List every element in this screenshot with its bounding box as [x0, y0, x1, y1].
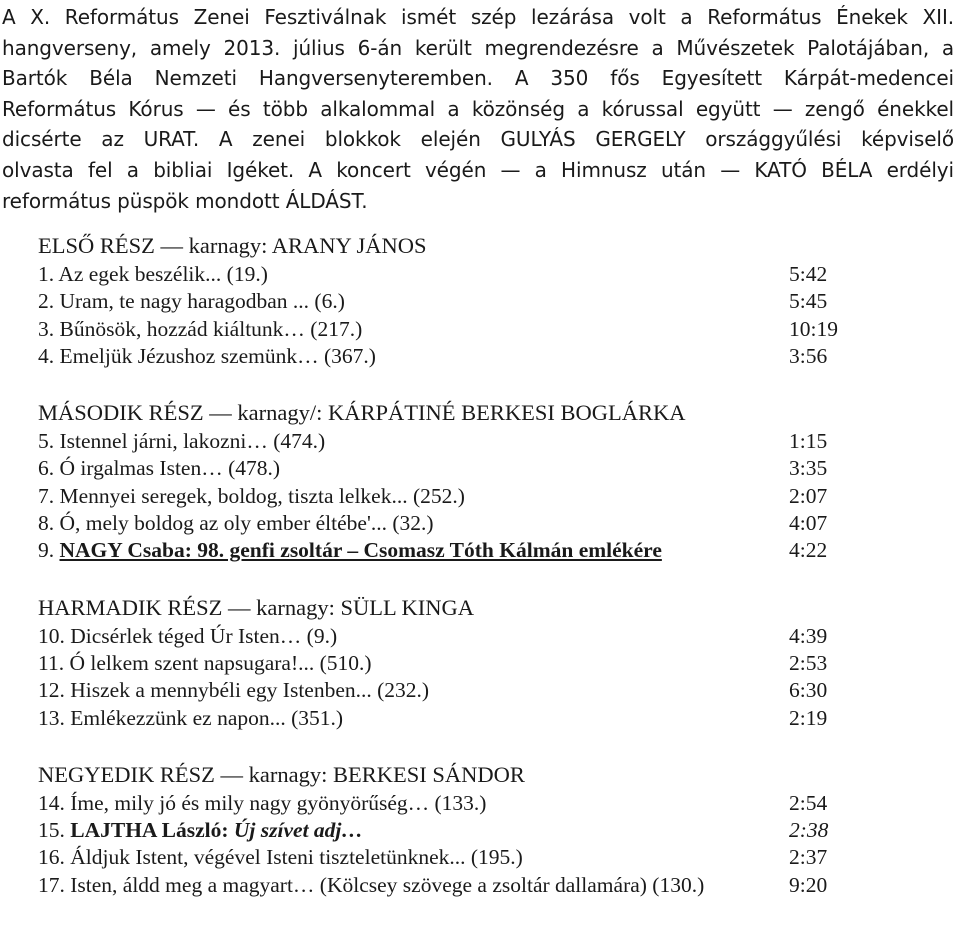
- section-heading: MÁSODIK RÉSZ — karnagy/: KÁRPÁTINÉ BERKESI BOGLÁRKA: [38, 400, 686, 426]
- track-title: 17. Isten, áldd meg a magyart… (Kölcsey szövege a zsoltár dallamára) (130.): [38, 872, 705, 897]
- track-title: 13. Emlékezzünk ez napon... (351.): [38, 705, 344, 730]
- section-heading: ELSŐ RÉSZ — karnagy: ARANY JÁNOS: [38, 233, 427, 258]
- track-duration: 2:37: [789, 845, 828, 870]
- track-title: 12. Hiszek a mennybéli egy Istenben... (232.): [38, 678, 430, 703]
- track-duration: 10:19: [789, 316, 838, 341]
- section-heading: HARMADIK RÉSZ — karnagy: SÜLL KINGA: [38, 594, 475, 620]
- track-title: 3. Bűnösök, hozzád kiáltunk… (217.): [38, 316, 363, 341]
- track-title: 5. Istennel járni, lakozni… (474.): [38, 429, 326, 454]
- track-number: 15.: [38, 818, 71, 843]
- track-title: 14. Íme, mily jó és mily nagy gyönyörűség… (133.): [38, 790, 487, 815]
- track-duration: 5:45: [789, 289, 828, 314]
- track-row: [38, 455, 938, 482]
- track-duration: 2:19: [789, 705, 828, 730]
- track-title-bold: LAJTHA László:: [70, 818, 234, 843]
- program-section-2: [38, 397, 938, 564]
- track-title: 6. Ó irgalmas Isten… (478.): [38, 456, 281, 481]
- intro-line: református püspök mondott ÁLDÁST.: [2, 188, 368, 213]
- track-row: [38, 510, 938, 537]
- program-section-1: [38, 230, 938, 370]
- track-title: 8. Ó, mely boldog az oly ember éltébe'... (32.): [38, 511, 434, 536]
- track-duration: 5:42: [789, 262, 828, 286]
- track-row: [38, 872, 938, 899]
- intro-line: hangverseny, amely 2013. július 6-án került megrendezésre a Művészetek Palotájában, a: [2, 35, 954, 60]
- track-duration: 3:35: [789, 456, 828, 481]
- track-row: [38, 288, 938, 315]
- track-title: 11. Ó lelkem szent napsugara!... (510.): [38, 650, 372, 675]
- track-duration: 4:22: [789, 538, 828, 563]
- intro-line: Református Kórus — és több alkalommal a közönség a kórussal együtt — zengő énekkel: [2, 96, 954, 121]
- track-duration: 2:38: [789, 818, 829, 843]
- track-row: [38, 428, 938, 455]
- track-row: [38, 650, 938, 677]
- track-duration: 1:15: [789, 429, 828, 454]
- intro-line: dicsérte az URAT. A zenei blokkok elején GULYÁS GERGELY országgyűlési képviselő: [2, 127, 954, 152]
- track-row: [38, 623, 938, 650]
- track-title: [38, 537, 662, 564]
- track-duration: 4:39: [789, 623, 828, 648]
- track-row: [38, 261, 938, 288]
- track-title-bold-italic: Új szívet adj…: [233, 818, 363, 843]
- track-number: 9.: [38, 538, 60, 563]
- track-duration: 9:20: [789, 872, 828, 897]
- track-row: [38, 844, 938, 871]
- track-duration: 3:56: [789, 343, 828, 368]
- section-heading: NEGYEDIK RÉSZ — karnagy: BERKESI SÁNDOR: [38, 761, 525, 787]
- track-row: [38, 343, 938, 370]
- track-title: 4. Emeljük Jézushoz szemünk… (367.): [38, 343, 376, 368]
- track-row: [38, 817, 938, 844]
- track-duration: 2:53: [789, 650, 828, 675]
- track-title-bold: NAGY Csaba: 98. genfi zsoltár – Csomasz Tóth Kálmán emlékére: [59, 538, 662, 563]
- track-row: [38, 790, 938, 817]
- track-duration: 4:07: [789, 511, 828, 536]
- track-duration: 6:30: [789, 678, 828, 703]
- program-section-4: [38, 759, 938, 899]
- track-title: 2. Uram, te nagy haragodban ... (6.): [38, 289, 345, 314]
- track-title: 7. Mennyei seregek, boldog, tiszta lelkek... (252.): [38, 483, 465, 508]
- track-title: 1. Az egek beszélik... (19.): [38, 262, 268, 286]
- intro-line: A X. Református Zenei Fesztiválnak ismét szép lezárása volt a Református Énekek XII.: [2, 5, 954, 29]
- program-section-3: [38, 592, 938, 732]
- intro-paragraph: [2, 2, 954, 216]
- track-title: 16. Áldjuk Istent, végével Isteni tiszteletünknek... (195.): [38, 845, 523, 870]
- track-row: [38, 316, 938, 343]
- track-row: [38, 705, 938, 732]
- track-row: [38, 537, 938, 564]
- track-row: [38, 483, 938, 510]
- track-duration: 2:54: [789, 790, 828, 815]
- track-duration: 2:07: [789, 483, 828, 508]
- track-title: [38, 817, 363, 844]
- intro-line: olvasta fel a bibliai Igéket. A koncert végén — a Himnusz után — KATÓ BÉLA erdélyi: [2, 157, 954, 182]
- concert-program: [38, 230, 938, 899]
- track-row: [38, 677, 938, 704]
- track-title: 10. Dicsérlek téged Úr Isten… (9.): [38, 623, 338, 648]
- intro-line: Bartók Béla Nemzeti Hangversenyteremben. A 350 fős Egyesített Kárpát-medencei: [2, 66, 954, 91]
